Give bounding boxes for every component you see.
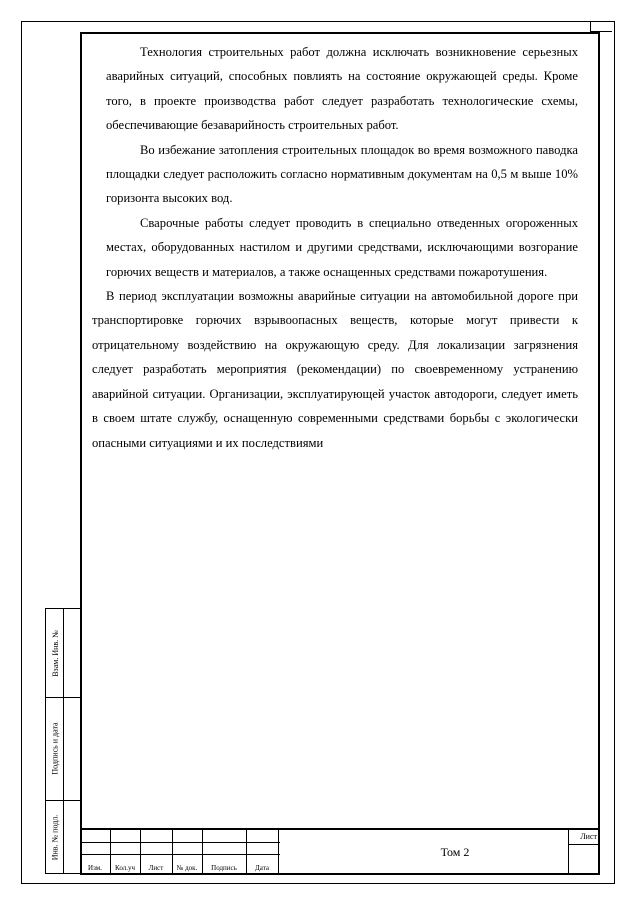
side-label-podpis: Подпись и дата (50, 722, 60, 775)
tb-col-line (568, 830, 569, 875)
sheet-number-label: Лист (580, 832, 597, 841)
title-block (80, 828, 600, 875)
tb-header-list: Лист (148, 864, 164, 872)
tb-header-podpis: Подпись (211, 864, 237, 872)
tb-header-ndok: № док. (176, 864, 198, 872)
side-strip (45, 608, 80, 874)
paragraph-1: Технология строительных работ должна исключать возникновение серьезных аварийных ситуаций, способных повлиять на состояние окружающей среды. Кроме того, в проекте производства работ следует разработать технологические схемы, обеспечивающие безаварийность строительных работ. (106, 45, 578, 133)
side-divider (63, 609, 64, 873)
tb-col-line (278, 830, 279, 875)
tb-header-kolvo: Кол.уч (115, 864, 135, 872)
tb-header-izm: Изм. (88, 864, 102, 872)
tb-header-data: Дата (255, 864, 269, 872)
paragraph-2: Во избежание затопления строительных площадок во время возможного паводка площадки следует расположить согласно нормативным документам на 0,5 м выше 10% горизонта высоких вод. (106, 142, 578, 206)
side-label-vzam: Взам. Инв. № (50, 629, 60, 677)
list-divider (569, 844, 598, 845)
document-body (92, 40, 578, 455)
volume-label: Том 2 (440, 845, 470, 859)
corner-tab (590, 21, 612, 32)
paragraph-4: В период эксплуатации возможны аварийные ситуации на автомобильной дороге при транспортировке горючих взрывоопасных веществ, которые могут привести к отрицательному воздействию на окружающую среду. Для локализации загрязнения следует разработать мероприятия (рекомендации) по своевременному устранению аварийной ситуации. Организации, эксплуатирующей участок автодороги, следует иметь в своем штате службу, оснащенную современными средствами борьбы с экологически опасными ситуациями и их последствиями (92, 289, 578, 450)
side-label-inv: Инв. № подл. (50, 814, 60, 861)
paragraph-3: Сварочные работы следует проводить в специально отведенных огороженных местах, оборудованных настилом и другими средствами, исключающими возгорание горючих веществ и материалов, а также оснащенных средствами пожаротушения. (106, 215, 578, 279)
